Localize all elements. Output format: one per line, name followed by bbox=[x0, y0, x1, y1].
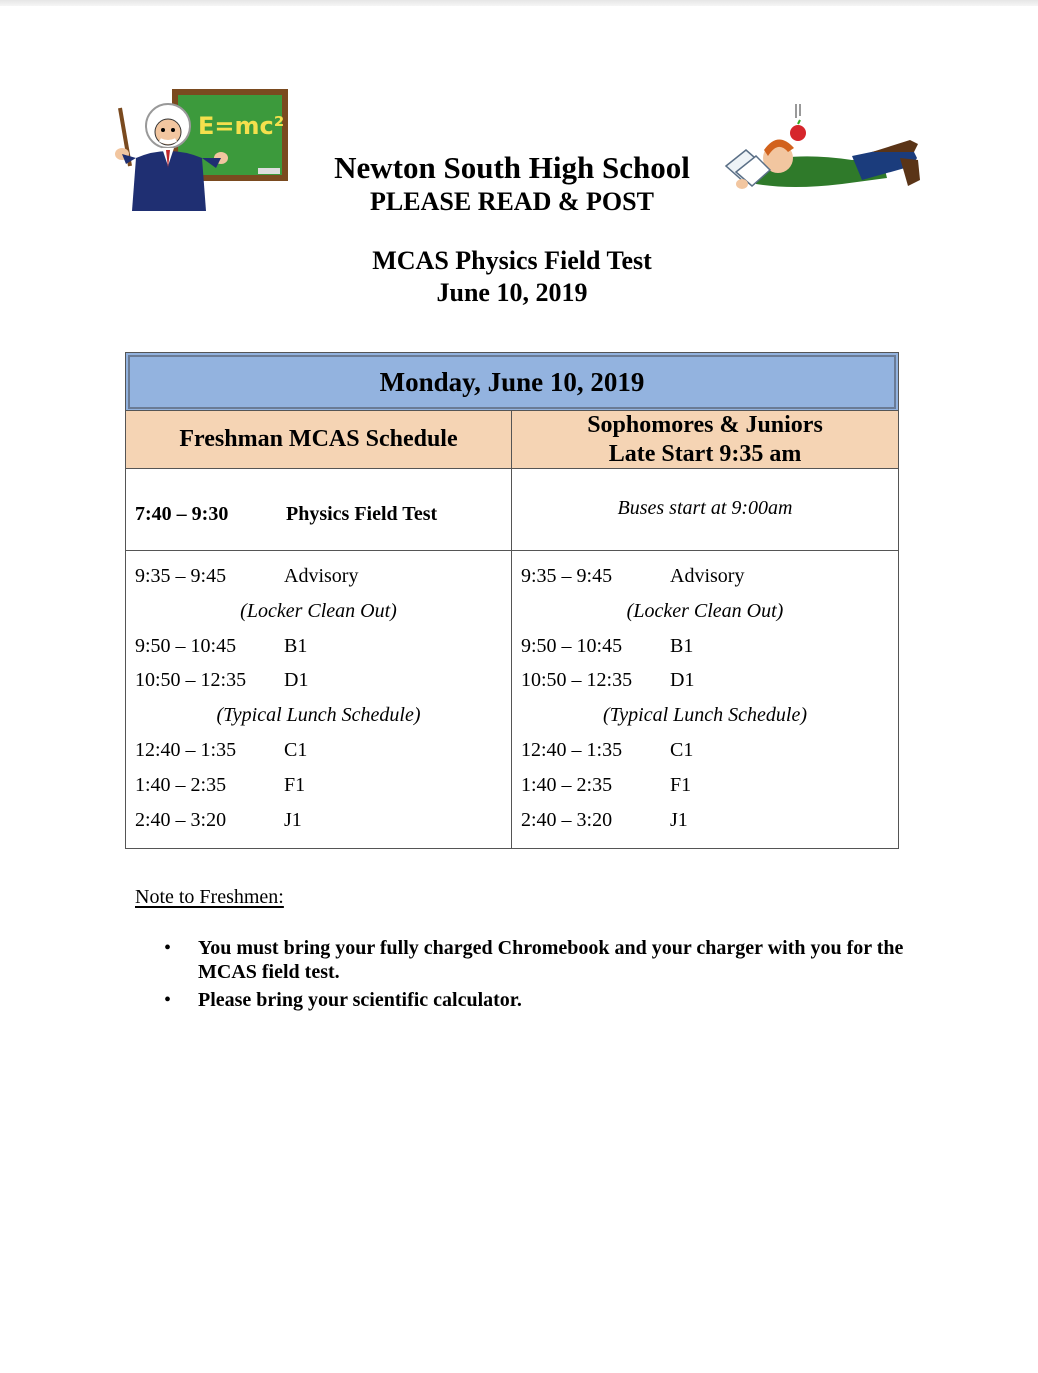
schedule-row bbox=[126, 734, 511, 769]
row-label: F1 bbox=[670, 773, 692, 796]
schedule-row bbox=[126, 804, 511, 839]
test-title-block bbox=[0, 245, 1024, 309]
schedule-row bbox=[512, 664, 898, 699]
bullet-icon: • bbox=[164, 937, 172, 959]
schedule-row bbox=[126, 664, 511, 699]
note-title: Note to Freshmen: bbox=[135, 886, 284, 908]
row-label: C1 bbox=[284, 738, 308, 761]
upperclass-schedule-rows bbox=[512, 551, 898, 848]
freshman-heading: Freshman MCAS Schedule bbox=[179, 426, 458, 452]
row-note: (Typical Lunch Schedule) bbox=[602, 704, 807, 727]
row-time: 9:35 – 9:45 bbox=[521, 565, 613, 587]
freshman-schedule-rows bbox=[126, 551, 511, 848]
row-time: 10:50 – 12:35 bbox=[521, 669, 633, 692]
day-header: Monday, June 10, 2019 bbox=[126, 353, 898, 411]
row-note: (Locker Clean Out) bbox=[240, 599, 397, 622]
freshman-test-label: Physics Field Test bbox=[286, 503, 438, 525]
row-label: C1 bbox=[670, 738, 694, 761]
row-label: D1 bbox=[670, 669, 695, 692]
upperclass-heading-cell bbox=[512, 411, 898, 469]
schedule-columns bbox=[126, 411, 898, 848]
test-title: MCAS Physics Field Test bbox=[372, 246, 652, 275]
row-time: 9:50 – 10:45 bbox=[521, 634, 623, 657]
row-note: (Typical Lunch Schedule) bbox=[216, 704, 421, 727]
row-time: 9:50 – 10:45 bbox=[135, 634, 237, 657]
schedule-note-row bbox=[512, 699, 898, 734]
schedule-row bbox=[512, 630, 898, 665]
row-label: Advisory bbox=[670, 565, 745, 587]
note-bullet bbox=[164, 988, 904, 1012]
row-label: J1 bbox=[670, 808, 688, 831]
schedule-row bbox=[512, 769, 898, 804]
schedule-row bbox=[126, 560, 511, 595]
row-label: F1 bbox=[284, 773, 306, 796]
school-name: Newton South High School bbox=[334, 150, 690, 185]
freshman-column bbox=[126, 411, 512, 848]
row-time: 1:40 – 2:35 bbox=[135, 773, 227, 796]
note-bullet-list bbox=[164, 936, 904, 1016]
row-time: 1:40 – 2:35 bbox=[521, 773, 613, 796]
schedule-note-row bbox=[126, 595, 511, 630]
row-label: B1 bbox=[670, 634, 694, 657]
schedule-row bbox=[126, 630, 511, 665]
row-time: 2:40 – 3:20 bbox=[521, 808, 613, 831]
freshman-test-block bbox=[126, 469, 511, 551]
bullet-icon: • bbox=[164, 989, 172, 1011]
row-time: 12:40 – 1:35 bbox=[135, 738, 237, 761]
row-note: (Locker Clean Out) bbox=[626, 599, 784, 622]
row-time: 12:40 – 1:35 bbox=[521, 738, 623, 761]
row-label: B1 bbox=[284, 634, 308, 657]
row-time: 10:50 – 12:35 bbox=[135, 669, 247, 692]
schedule-row bbox=[512, 804, 898, 839]
chalkboard-text: E=mc² bbox=[198, 112, 285, 140]
page-top-edge bbox=[0, 0, 1038, 6]
upperclass-heading: Sophomores & Juniors bbox=[587, 411, 823, 438]
row-time: 2:40 – 3:20 bbox=[135, 808, 227, 831]
note-bullet bbox=[164, 936, 904, 984]
freshman-test-time: 7:40 – 9:30 bbox=[135, 503, 229, 525]
bus-start-note: Buses start at 9:00am bbox=[617, 497, 793, 519]
note-bullet-text: You must bring your fully charged Chromebook and your charger with you for the MCAS field test. bbox=[198, 937, 904, 983]
upperclass-bus-block bbox=[512, 469, 898, 551]
row-time: 9:35 – 9:45 bbox=[135, 565, 227, 587]
freshman-heading-cell bbox=[126, 411, 511, 469]
document-header bbox=[0, 150, 1038, 218]
schedule-note-row bbox=[512, 595, 898, 630]
row-label: Advisory bbox=[284, 565, 359, 587]
test-date: June 10, 2019 bbox=[436, 278, 588, 307]
schedule-row bbox=[512, 560, 898, 595]
schedule-row bbox=[126, 769, 511, 804]
schedule-row bbox=[512, 734, 898, 769]
schedule-table bbox=[125, 352, 899, 849]
row-label: D1 bbox=[284, 669, 309, 692]
upperclass-column bbox=[512, 411, 898, 848]
schedule-note-row bbox=[126, 699, 511, 734]
late-start-note: Late Start 9:35 am bbox=[608, 440, 802, 467]
notice-heading: PLEASE READ & POST bbox=[370, 187, 654, 216]
row-label: J1 bbox=[284, 808, 302, 831]
note-bullet-text: Please bring your scientific calculator. bbox=[198, 989, 522, 1011]
